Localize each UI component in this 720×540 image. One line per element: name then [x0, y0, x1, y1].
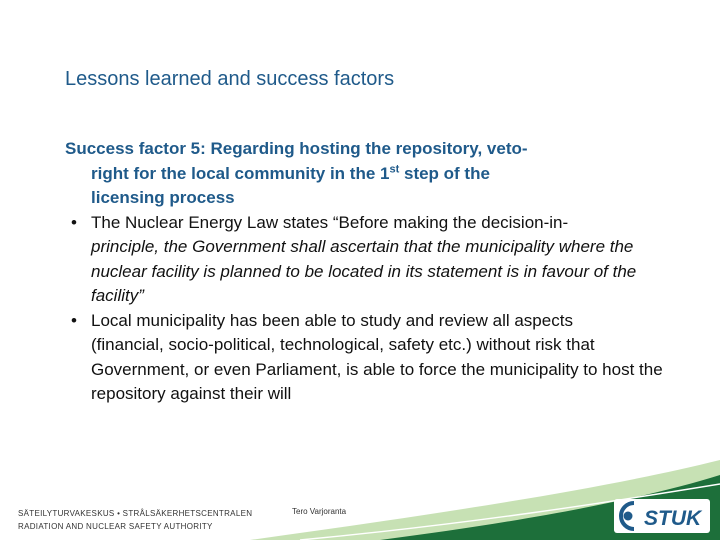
bullet-text: (financial, socio-political, technological, safety etc.) without risk that Government, or even Parliament, is able to force the municipality to host the repository against their will	[91, 335, 663, 403]
slide-body	[65, 137, 665, 407]
footer-org-line-1: SÄTEILYTURVAKESKUS • STRÅLSÄKERHETSCENTRALEN	[18, 509, 253, 518]
footer-organization	[18, 507, 252, 533]
bullet-quote: principle, the Government shall ascertain that the municipality where the nuclear facility is planned to be located in its statement is in favour of the facility”	[91, 237, 637, 305]
bullet-marker: •	[71, 212, 77, 232]
ordinal-superscript: st	[389, 162, 400, 175]
bullet-line-1: The Nuclear Energy Law states “Before making the decision-in-	[91, 212, 569, 232]
logo-dot-icon	[624, 512, 633, 521]
logo-text: STUK	[644, 507, 702, 530]
slide-title: Lessons learned and success factors	[65, 68, 395, 90]
success-factor-heading	[65, 137, 665, 211]
stuk-logo	[614, 499, 710, 533]
bullet-item-nuclear-energy-law	[65, 211, 665, 309]
bullet-item-local-municipality	[65, 309, 665, 407]
heading-line-3: licensing process	[91, 188, 235, 207]
bullet-marker: •	[71, 310, 77, 330]
footer-org-line-2: RADIATION AND NUCLEAR SAFETY AUTHORITY	[18, 522, 213, 531]
heading-line-2: right for the local community in the 1st step of the	[91, 162, 490, 183]
bullet-line-1: Local municipality has been able to study and review all aspects	[91, 310, 573, 330]
heading-line-1: Success factor 5: Regarding hosting the repository, veto-	[65, 139, 528, 158]
footer-author: Tero Varjoranta	[292, 507, 347, 516]
